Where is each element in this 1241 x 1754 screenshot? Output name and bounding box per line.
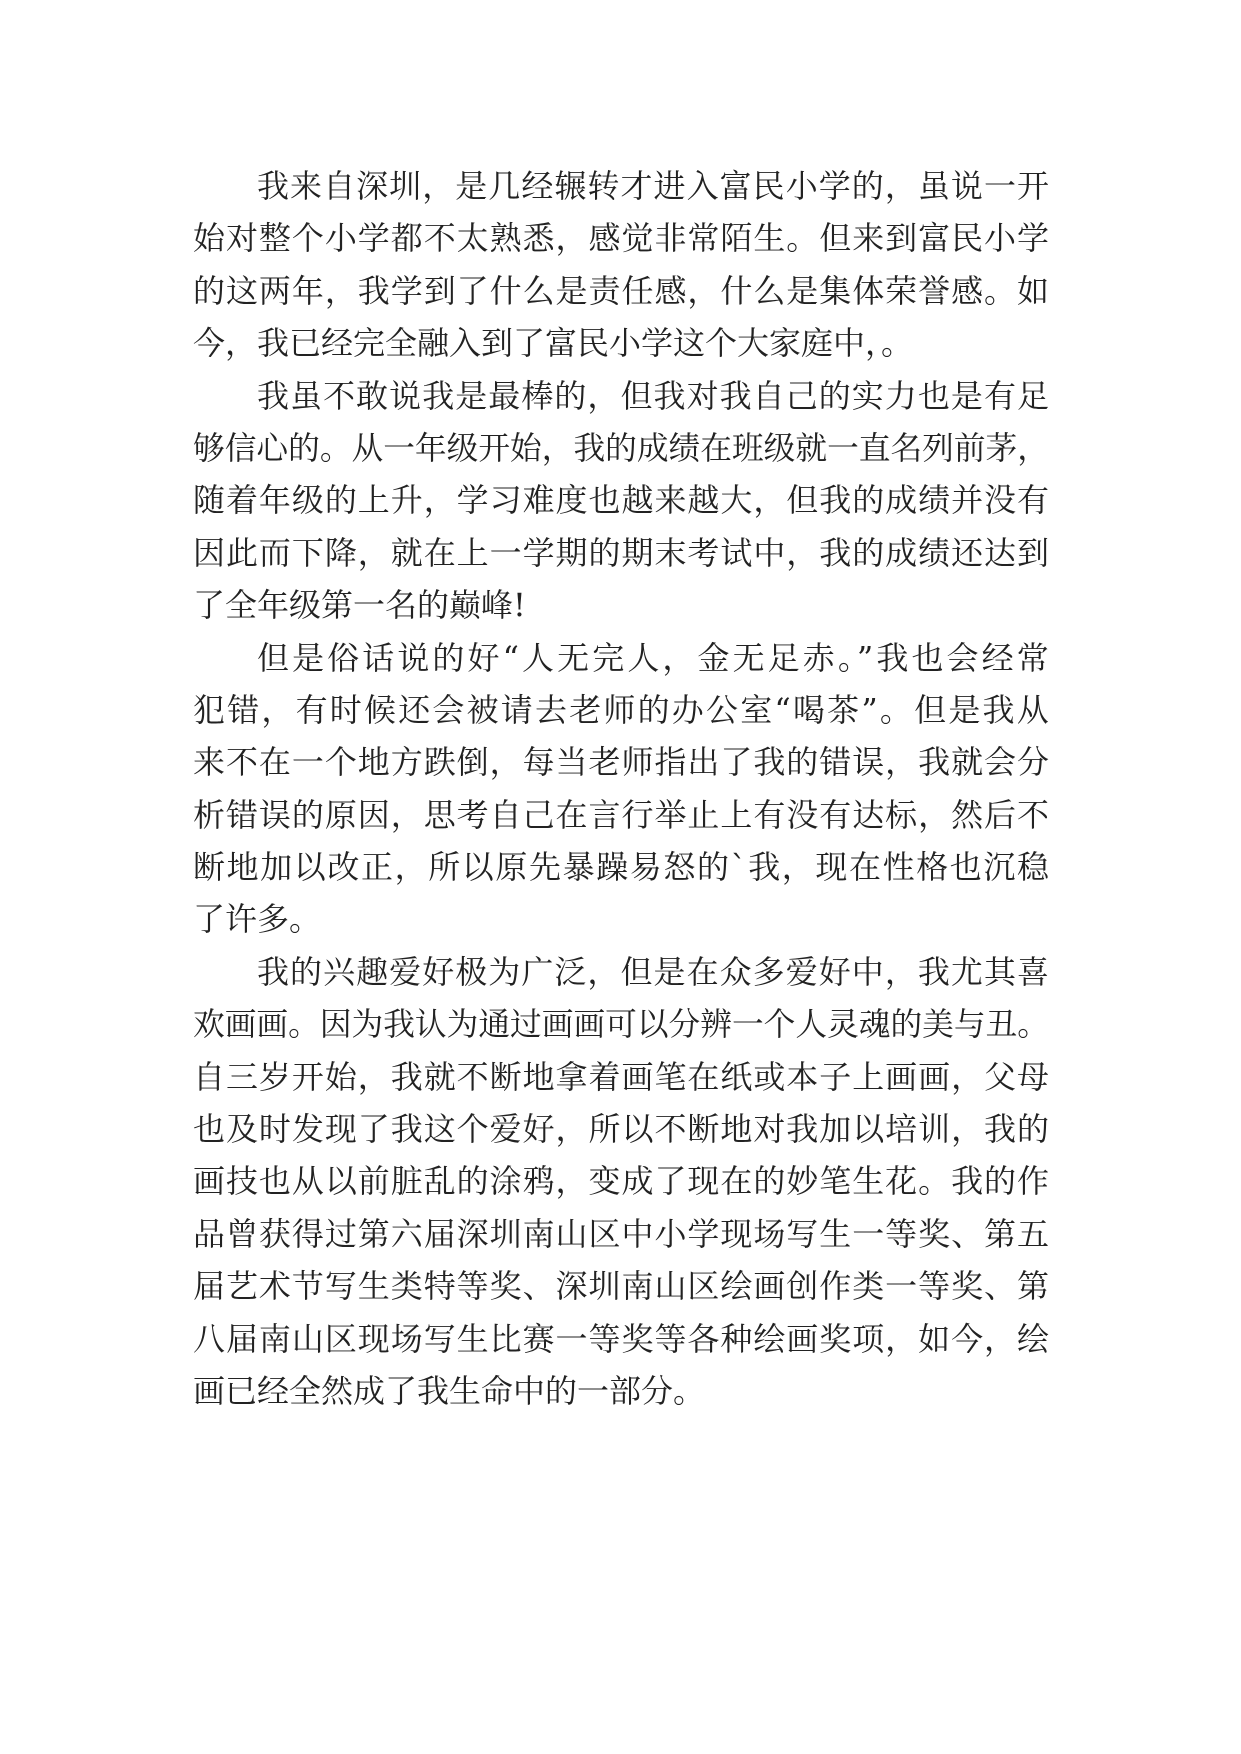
text-line: 随着年级的上升，学习难度也越来越大，但我的成绩并没有 bbox=[193, 481, 1050, 520]
text-line: 也及时发现了我这个爱好，所以不断地对我加以培训，我的 bbox=[193, 1110, 1050, 1149]
paragraph bbox=[193, 632, 1052, 946]
paragraph bbox=[193, 946, 1049, 1418]
text-line: 画技也从以前脏乱的涂鸦，变成了现在的妙笔生花。我的作 bbox=[193, 1162, 1050, 1201]
text-line: 因此而下降，就在上一学期的期末考试中，我的成绩还达到 bbox=[193, 533, 1050, 572]
text-line: 了许多。 bbox=[193, 900, 322, 939]
text-line: 我虽不敢说我是最棒的，但我对我自己的实力也是有足 bbox=[257, 376, 1051, 415]
text-line: 但是俗话说的好“人无完人，金无足赤。”我也会经常 bbox=[257, 638, 1052, 677]
text-line: 始对整个小学都不太熟悉，感觉非常陌生。但来到富民小学 bbox=[193, 219, 1050, 258]
text-line: 今，我已经完全融入到了富民小学这个大家庭中，。 bbox=[193, 324, 914, 363]
paragraph bbox=[193, 160, 1049, 370]
text-line: 的这两年，我学到了什么是责任感，什么是集体荣誉感。如 bbox=[193, 271, 1050, 310]
text-line: 届艺术节写生类特等奖、深圳南山区绘画创作类一等奖、第 bbox=[193, 1267, 1050, 1306]
paragraph bbox=[193, 370, 1049, 632]
text-line: 八届南山区现场写生比赛一等奖等各种绘画奖项，如今，绘 bbox=[193, 1319, 1050, 1358]
text-line: 够信心的。从一年级开始，我的成绩在班级就一直名列前茅， bbox=[193, 428, 1050, 467]
text-line: 我来自深圳，是几经辗转才进入富民小学的，虽说一开 bbox=[257, 167, 1051, 205]
text-line: 犯错，有时候还会被请去老师的办公室“喝茶”。但是我从 bbox=[193, 690, 1051, 729]
text-line: 析错误的原因，思考自己在言行举止上有没有达标，然后不 bbox=[193, 795, 1050, 834]
essay-body bbox=[193, 160, 1052, 1417]
text-line: 品曾获得过第六届深圳南山区中小学现场写生一等奖、第五 bbox=[193, 1214, 1050, 1253]
text-line: 我的兴趣爱好极为广泛，但是在众多爱好中，我尤其喜 bbox=[257, 952, 1051, 991]
text-line: 断地加以改正，所以原先暴躁易怒的`我，现在性格也沉稳 bbox=[193, 848, 1051, 887]
text-line: 自三岁开始，我就不断地拿着画笔在纸或本子上画画，父母 bbox=[193, 1057, 1050, 1096]
text-line: 来不在一个地方跌倒，每当老师指出了我的错误，我就会分 bbox=[193, 743, 1050, 782]
text-line: 欢画画。因为我认为通过画画可以分辨一个人灵魂的美与丑。 bbox=[193, 1005, 1050, 1044]
text-line: 了全年级第一名的巅峰! bbox=[193, 586, 526, 625]
text-line: 画已经全然成了我生命中的一部分。 bbox=[193, 1371, 706, 1410]
